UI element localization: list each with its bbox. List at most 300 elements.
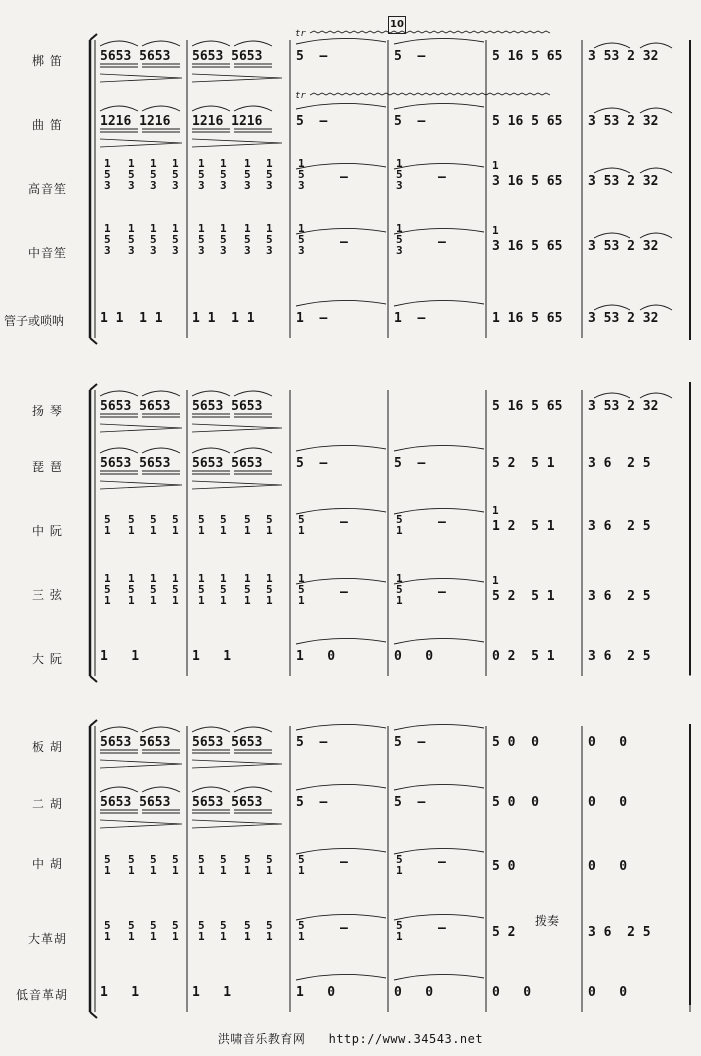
chord-note: 5 — [104, 168, 111, 181]
chord-note: 1 — [172, 157, 179, 170]
tie — [296, 163, 386, 169]
instrument-label: 中 阮 — [32, 524, 63, 538]
chord-note: 1 — [150, 930, 157, 943]
slur — [234, 106, 272, 111]
slur — [594, 43, 630, 48]
chord-note: 3 — [298, 244, 305, 257]
chord-note: 5 — [150, 583, 157, 596]
note-text: 5 – — [296, 114, 328, 129]
note-text: 1 1 1 1 — [192, 311, 255, 326]
chord-note: 1 — [220, 930, 227, 943]
chord-note: 3 — [220, 179, 227, 192]
tie — [296, 914, 386, 920]
slur — [234, 727, 272, 732]
tie — [394, 163, 484, 169]
chord-note: 3 — [172, 244, 179, 257]
chord-note: 1 — [396, 594, 403, 607]
instrument-label: 琵 琶 — [32, 460, 63, 474]
bracket-hook — [90, 384, 97, 390]
instrument-label: 三 弦 — [32, 588, 63, 602]
note-text: 3 6 2 5 — [588, 589, 651, 604]
chord-note: 5 — [244, 233, 251, 246]
chord-note: 1 — [396, 157, 403, 170]
chord-note: 5 — [298, 513, 305, 526]
chord-note: 1 — [244, 222, 251, 235]
note-text: 0 2 5 1 — [492, 649, 555, 664]
chord-note: 1 — [396, 222, 403, 235]
chord-note: 5 — [172, 583, 179, 596]
chord-note: 1 — [220, 864, 227, 877]
note-text: 5653 5653 — [192, 795, 263, 810]
chord-note: 5 — [104, 919, 111, 932]
chord-note: 1 — [128, 157, 135, 170]
hairpin — [100, 760, 182, 768]
note-text: 3 6 2 5 — [588, 519, 651, 534]
chord-note: 5 — [198, 919, 205, 932]
slur — [640, 305, 672, 310]
chord-note: 5 — [244, 168, 251, 181]
instrument-label: 中音笙 — [28, 246, 68, 260]
slur — [640, 393, 672, 398]
hairpin — [100, 424, 182, 432]
slur — [594, 168, 630, 173]
note-text: 5 – — [296, 49, 328, 64]
chord-note: 1 — [172, 594, 179, 607]
tie — [394, 848, 484, 854]
chord-note: 1 — [396, 572, 403, 585]
chord-note: 1 — [298, 524, 305, 537]
chord-note: 5 — [266, 583, 273, 596]
chord-note: 5 — [150, 168, 157, 181]
rest-dash: – — [340, 585, 348, 600]
hairpin — [100, 481, 182, 489]
tie — [296, 974, 386, 980]
tie — [394, 445, 484, 451]
note-text: 5 16 5 65 — [492, 49, 563, 64]
chord-note: 1 — [220, 572, 227, 585]
chord-note: 5 — [220, 853, 227, 866]
chord-note: 3 — [150, 244, 157, 257]
tie — [394, 638, 484, 644]
chord-note: 5 — [298, 853, 305, 866]
chord-note: 5 — [220, 513, 227, 526]
chord-note: 5 — [172, 168, 179, 181]
chord-note: 5 — [150, 233, 157, 246]
slur — [192, 106, 230, 111]
chord-note: 1 — [396, 930, 403, 943]
slur — [100, 787, 138, 792]
note-text: 5 0 0 — [492, 795, 539, 810]
tie — [394, 300, 484, 306]
chord-note: 1 — [244, 864, 251, 877]
hairpin — [100, 820, 182, 828]
slur — [234, 448, 272, 453]
slur — [142, 106, 180, 111]
instrument-label: 板 胡 — [32, 740, 63, 754]
rehearsal-mark: 10 — [388, 16, 406, 34]
note-text: 5 – — [394, 49, 426, 64]
chord-note: 1 — [104, 157, 111, 170]
note-text: 1 1 — [100, 985, 140, 1000]
note-text: 5 – — [394, 735, 426, 750]
chord-note: 5 — [128, 853, 135, 866]
slur — [100, 41, 138, 46]
slur — [192, 448, 230, 453]
chord-note: 5 — [172, 853, 179, 866]
chord-note: 1 — [172, 930, 179, 943]
chord-note: 1 — [298, 572, 305, 585]
chord-note: 5 — [172, 233, 179, 246]
instrument-label: 扬 琴 — [32, 404, 63, 418]
hairpin — [192, 820, 282, 828]
tie — [394, 974, 484, 980]
note-text: 5653 5653 — [192, 456, 263, 471]
slur — [234, 41, 272, 46]
chord-note: 5 — [244, 919, 251, 932]
chord-note: 1 — [198, 157, 205, 170]
chord-note: 5 — [298, 233, 305, 246]
chord-note: 1 — [150, 864, 157, 877]
chord-note: 1 — [266, 930, 273, 943]
note-text: 5 – — [394, 795, 426, 810]
chord-note: 5 — [266, 853, 273, 866]
hairpin — [100, 74, 182, 82]
rest-dash: – — [438, 855, 446, 870]
note-text: 5653 5653 — [192, 735, 263, 750]
chord-note: 3 — [128, 179, 135, 192]
note-text: 1 2 5 1 — [492, 519, 555, 534]
chord-note: 1 — [266, 864, 273, 877]
bracket-hook — [90, 338, 97, 344]
instrument-label: 梆 笛 — [32, 54, 63, 68]
chord-note: 1 — [298, 594, 305, 607]
chord-note: 5 — [128, 513, 135, 526]
chord-note: 1 — [244, 157, 251, 170]
chord-note: 3 — [396, 244, 403, 257]
chord-note: 1 — [198, 572, 205, 585]
slur — [192, 391, 230, 396]
note-text: 3 53 2 32 — [588, 174, 659, 189]
instrument-label: 曲 笛 — [32, 118, 63, 132]
note-text: 1 16 5 65 — [492, 311, 563, 326]
tie — [296, 445, 386, 451]
slur — [142, 787, 180, 792]
slur — [192, 727, 230, 732]
tie — [394, 228, 484, 234]
chord-note: 5 — [150, 919, 157, 932]
trill-line — [310, 93, 550, 95]
chord-note: 3 — [104, 244, 111, 257]
chord-note: 5 — [220, 233, 227, 246]
chord-note: 5 — [266, 168, 273, 181]
chord-note: 3 — [198, 244, 205, 257]
tie — [394, 103, 484, 109]
chord-note: 5 — [396, 168, 403, 181]
bracket-hook — [90, 720, 97, 726]
chord-note: 1 — [244, 594, 251, 607]
chord-note: 1 — [150, 524, 157, 537]
tie — [296, 38, 386, 44]
chord-note: 1 — [128, 572, 135, 585]
rest-dash: – — [438, 585, 446, 600]
chord-note: 1 — [104, 864, 111, 877]
chord-note: 5 — [266, 233, 273, 246]
chord-note: 3 — [266, 244, 273, 257]
note-text: 1 1 — [100, 649, 140, 664]
chord-note: 5 — [298, 583, 305, 596]
note-text: 1 0 — [296, 985, 336, 1000]
chord-note: 5 — [128, 168, 135, 181]
note-text: 5 – — [296, 795, 328, 810]
chord-note: 1 — [104, 222, 111, 235]
rest-dash: – — [340, 515, 348, 530]
chord-note: 1 — [266, 157, 273, 170]
slur — [640, 233, 672, 238]
note-text: 5 0 — [492, 859, 516, 874]
hairpin — [192, 74, 282, 82]
chord-note: 5 — [244, 583, 251, 596]
instrument-label: 大 阮 — [32, 652, 63, 666]
chord-note: 1 — [220, 594, 227, 607]
footer-site-name: 洪啸音乐教育网 — [217, 1032, 306, 1046]
note-text: 3 6 2 5 — [588, 925, 651, 940]
tie — [296, 638, 386, 644]
chord-note: 1 — [150, 157, 157, 170]
hairpin — [192, 139, 282, 147]
trill-mark: tr — [295, 91, 306, 101]
bracket-hook — [90, 34, 97, 40]
tie — [296, 848, 386, 854]
note-text: 0 0 — [394, 985, 434, 1000]
instrument-label: 大革胡 — [28, 932, 68, 946]
slur — [640, 108, 672, 113]
footer-url: http://www.34543.net — [328, 1032, 484, 1046]
note-text: 3 16 5 65 — [492, 174, 563, 189]
tie — [296, 578, 386, 584]
chord-note: 1 — [104, 594, 111, 607]
note-text: 1216 1216 — [100, 114, 171, 129]
note-text: 3 53 2 32 — [588, 239, 659, 254]
chord-note: 1 — [298, 864, 305, 877]
chord-note: 5 — [128, 919, 135, 932]
instrument-label: 管子或唢呐 — [4, 314, 65, 328]
trill-line — [310, 31, 550, 33]
chord-note: 3 — [396, 179, 403, 192]
chord-note: 1 — [198, 930, 205, 943]
tie — [296, 103, 386, 109]
note-text: 1 1 1 1 — [100, 311, 163, 326]
note-text: 0 0 — [588, 859, 628, 874]
chord-note: 1 — [198, 524, 205, 537]
chord-note: 5 — [396, 513, 403, 526]
chord-note: 1 — [298, 157, 305, 170]
slur — [100, 727, 138, 732]
note-text: 5 2 5 1 — [492, 589, 555, 604]
note-text: 3 16 5 65 — [492, 239, 563, 254]
chord-note: 5 — [172, 513, 179, 526]
pizzicato-label: 拨奏 — [535, 914, 560, 928]
chord-note: 5 — [396, 853, 403, 866]
chord-note: 1 — [198, 864, 205, 877]
chord-note: 1 — [396, 524, 403, 537]
note-text: 1 – — [394, 311, 426, 326]
instrument-label: 高音笙 — [28, 182, 68, 196]
chord-note: 1 — [128, 524, 135, 537]
chord-note: 3 — [244, 179, 251, 192]
rest-dash: – — [340, 235, 348, 250]
hairpin — [192, 424, 282, 432]
slur — [234, 391, 272, 396]
chord-note: 5 — [104, 513, 111, 526]
note-text: 0 0 — [394, 649, 434, 664]
note-text: 5 16 5 65 — [492, 399, 563, 414]
chord-note: 1 — [220, 157, 227, 170]
rest-dash: – — [438, 515, 446, 530]
chord-note: 5 — [266, 513, 273, 526]
chord-note: 1 — [128, 222, 135, 235]
chord-note: 1 — [150, 594, 157, 607]
chord-note: 1 — [492, 224, 499, 237]
bracket-hook — [90, 676, 97, 682]
chord-note: 1 — [128, 930, 135, 943]
chord-note: 1 — [220, 524, 227, 537]
chord-note: 5 — [150, 513, 157, 526]
chord-note: 5 — [198, 233, 205, 246]
note-text: 3 53 2 32 — [588, 114, 659, 129]
chord-note: 1 — [266, 572, 273, 585]
slur — [640, 43, 672, 48]
chord-note: 1 — [220, 222, 227, 235]
chord-note: 1 — [104, 572, 111, 585]
instrument-label: 中 胡 — [32, 857, 63, 871]
chord-note: 5 — [298, 919, 305, 932]
slur — [594, 393, 630, 398]
note-text: 1 1 — [192, 649, 232, 664]
hairpin — [192, 481, 282, 489]
tie — [394, 38, 484, 44]
chord-note: 5 — [198, 513, 205, 526]
chord-note: 5 — [150, 853, 157, 866]
chord-note: 5 — [128, 583, 135, 596]
chord-note: 5 — [396, 233, 403, 246]
chord-note: 5 — [104, 233, 111, 246]
chord-note: 1 — [266, 594, 273, 607]
chord-note: 1 — [396, 864, 403, 877]
chord-note: 3 — [150, 179, 157, 192]
chord-note: 3 — [298, 179, 305, 192]
note-text: 3 53 2 32 — [588, 311, 659, 326]
chord-note: 5 — [220, 583, 227, 596]
chord-note: 5 — [396, 583, 403, 596]
chord-note: 5 — [244, 853, 251, 866]
note-text: 5 2 — [492, 925, 516, 940]
tie — [394, 578, 484, 584]
chord-note: 1 — [266, 222, 273, 235]
trill-mark: tr — [295, 29, 306, 39]
chord-note: 5 — [220, 168, 227, 181]
chord-note: 5 — [244, 513, 251, 526]
chord-note: 1 — [198, 594, 205, 607]
tie — [296, 228, 386, 234]
note-text: 5 2 5 1 — [492, 456, 555, 471]
note-text: 5653 5653 — [100, 795, 171, 810]
note-text: 1 – — [296, 311, 328, 326]
chord-note: 1 — [172, 572, 179, 585]
chord-note: 3 — [266, 179, 273, 192]
note-text: 3 6 2 5 — [588, 456, 651, 471]
chord-note: 5 — [172, 919, 179, 932]
bracket-hook — [90, 1012, 97, 1018]
chord-note: 1 — [244, 524, 251, 537]
note-text: 3 6 2 5 — [588, 649, 651, 664]
slur — [640, 168, 672, 173]
chord-note: 1 — [104, 930, 111, 943]
chord-note: 1 — [244, 572, 251, 585]
chord-note: 1 — [172, 524, 179, 537]
rest-dash: – — [340, 170, 348, 185]
chord-note: 3 — [172, 179, 179, 192]
tie — [296, 784, 386, 790]
note-text: 5 0 0 — [492, 735, 539, 750]
slur — [192, 41, 230, 46]
note-text: 5 16 5 65 — [492, 114, 563, 129]
slur — [594, 305, 630, 310]
note-text: 5653 5653 — [192, 399, 263, 414]
chord-note: 5 — [128, 233, 135, 246]
chord-note: 1 — [244, 930, 251, 943]
chord-note: 5 — [104, 853, 111, 866]
chord-note: 3 — [198, 179, 205, 192]
note-text: 5653 5653 — [100, 49, 171, 64]
note-text: 5 – — [394, 456, 426, 471]
note-text: 5 – — [296, 735, 328, 750]
chord-note: 5 — [198, 853, 205, 866]
instrument-label: 二 胡 — [32, 797, 63, 811]
note-text: 5653 5653 — [100, 399, 171, 414]
tie — [296, 508, 386, 514]
chord-note: 5 — [198, 583, 205, 596]
chord-note: 1 — [198, 222, 205, 235]
note-text: 1 0 — [296, 649, 336, 664]
chord-note: 1 — [266, 524, 273, 537]
note-text: 3 53 2 32 — [588, 399, 659, 414]
chord-note: 1 — [104, 524, 111, 537]
tie — [394, 914, 484, 920]
rest-dash: – — [340, 855, 348, 870]
note-text: 0 0 — [492, 985, 532, 1000]
chord-note: 3 — [244, 244, 251, 257]
chord-note: 5 — [266, 919, 273, 932]
chord-note: 1 — [128, 864, 135, 877]
hairpin — [100, 139, 182, 147]
rest-dash: – — [438, 921, 446, 936]
slur — [142, 727, 180, 732]
chord-note: 1 — [128, 594, 135, 607]
slur — [142, 391, 180, 396]
slur — [100, 391, 138, 396]
slur — [100, 106, 138, 111]
note-text: 0 0 — [588, 985, 628, 1000]
slur — [234, 787, 272, 792]
rest-dash: – — [438, 235, 446, 250]
note-text: 5 – — [394, 114, 426, 129]
tie — [394, 724, 484, 730]
tie — [296, 300, 386, 306]
chord-note: 1 — [492, 159, 499, 172]
chord-note: 1 — [150, 572, 157, 585]
chord-note: 5 — [104, 583, 111, 596]
chord-note: 1 — [492, 504, 499, 517]
